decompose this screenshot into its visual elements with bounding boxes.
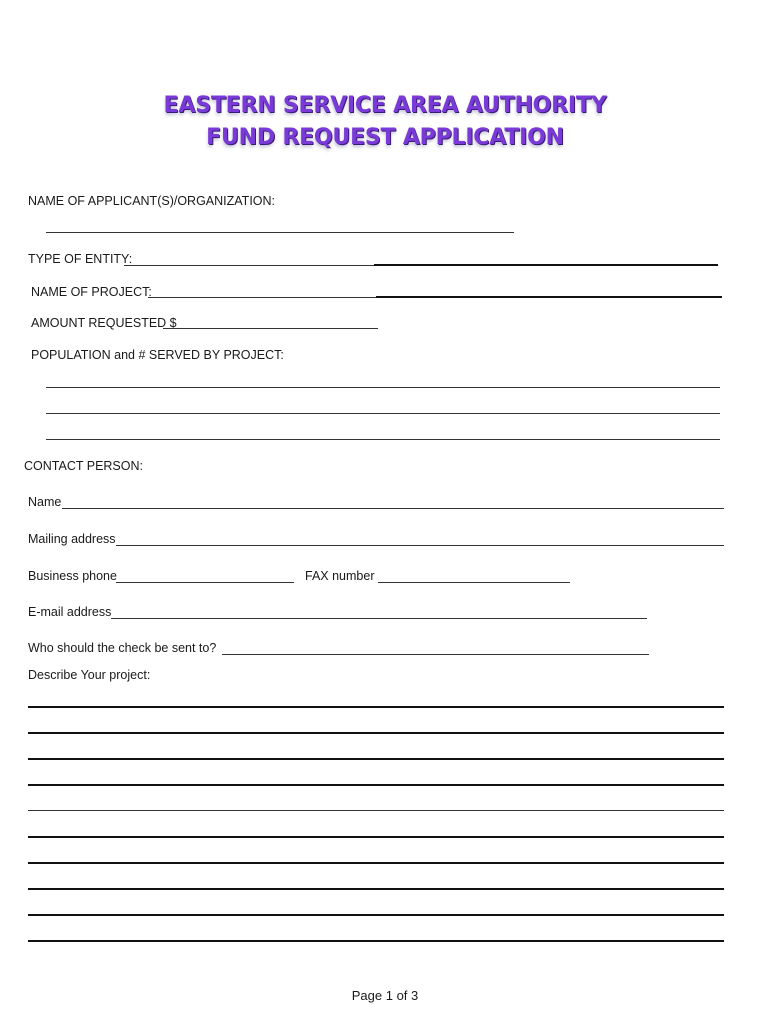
mailing-field[interactable]	[116, 545, 724, 546]
describe-line-6[interactable]	[28, 836, 724, 838]
email-label: E-mail address	[28, 605, 112, 619]
describe-label: Describe Your project:	[28, 668, 151, 682]
fax-label: FAX number	[305, 569, 375, 583]
describe-line-3[interactable]	[28, 758, 724, 760]
check-label: Who should the check be sent to?	[28, 641, 217, 655]
title-line-1: EASTERN SERVICE AREA AUTHORITY	[163, 93, 607, 118]
describe-line-1[interactable]	[28, 706, 724, 708]
entity-row	[28, 252, 132, 266]
population-label: POPULATION and # SERVED BY PROJECT:	[31, 348, 284, 362]
describe-line-9[interactable]	[28, 914, 724, 916]
entity-label: TYPE OF ENTITY:	[28, 252, 133, 266]
phone-label: Business phone	[28, 569, 117, 583]
describe-line-7[interactable]	[28, 862, 724, 864]
contact-heading: CONTACT PERSON:	[24, 459, 143, 473]
form-title	[0, 90, 770, 154]
applicant-label: NAME OF APPLICANT(S)/ORGANIZATION:	[28, 194, 276, 208]
phone-field[interactable]	[116, 582, 294, 583]
project-field-b[interactable]	[376, 296, 722, 298]
amount-label: AMOUNT REQUESTED $	[31, 316, 177, 330]
page-number: Page 1 of 3	[351, 988, 419, 1003]
describe-line-10[interactable]	[28, 940, 724, 942]
population-line-2[interactable]	[46, 413, 720, 414]
amount-field[interactable]	[163, 328, 378, 329]
name-field[interactable]	[62, 508, 724, 509]
project-field-a[interactable]	[148, 297, 376, 298]
describe-line-5[interactable]	[28, 810, 724, 811]
entity-field-a[interactable]	[124, 265, 374, 266]
title-line-2: FUND REQUEST APPLICATION	[206, 125, 564, 150]
population-line-3[interactable]	[46, 439, 720, 440]
describe-line-8[interactable]	[28, 888, 724, 890]
population-line-1[interactable]	[46, 387, 720, 388]
entity-field-b[interactable]	[374, 264, 718, 266]
check-field[interactable]	[222, 654, 649, 655]
name-label: Name	[28, 495, 62, 509]
email-field[interactable]	[111, 618, 647, 619]
applicant-field[interactable]	[46, 232, 514, 233]
project-label: NAME OF PROJECT:	[31, 285, 152, 299]
mailing-label: Mailing address	[28, 532, 116, 546]
fax-field[interactable]	[378, 582, 570, 583]
describe-line-4[interactable]	[28, 784, 724, 786]
describe-line-2[interactable]	[28, 732, 724, 734]
